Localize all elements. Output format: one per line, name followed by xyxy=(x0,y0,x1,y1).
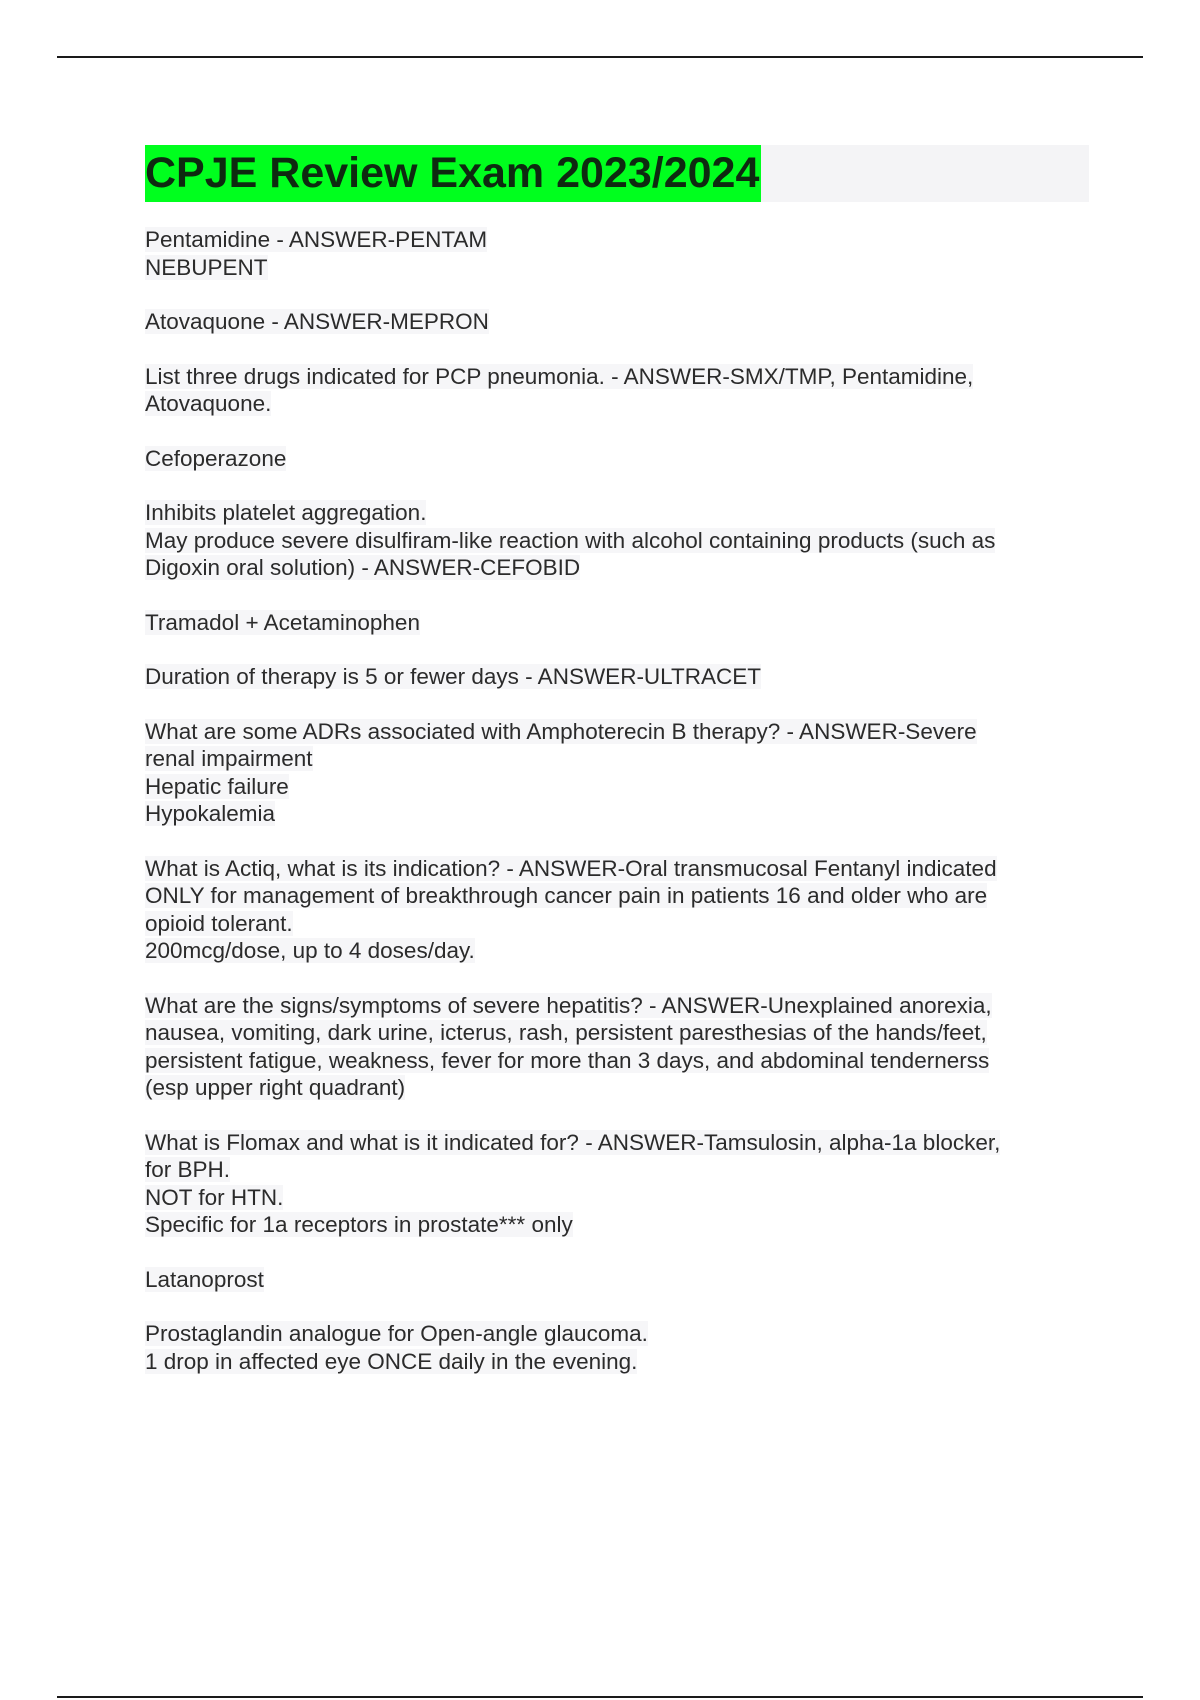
line-text: Pentamidine - ANSWER-PENTAM xyxy=(145,227,488,252)
line-text: (esp upper right quadrant) xyxy=(145,1075,406,1100)
line-text: What are the signs/symptoms of severe hepatitis? - ANSWER-Unexplained anorexia, xyxy=(145,992,992,1018)
qa-list xyxy=(145,226,1089,1375)
line-text: for BPH. xyxy=(145,1157,231,1182)
qa-block xyxy=(145,499,1089,582)
line-text: opioid tolerant. xyxy=(145,910,293,936)
text-line xyxy=(145,363,1089,391)
line-text: NEBUPENT xyxy=(145,254,268,280)
text-line xyxy=(145,1348,1089,1376)
text-line xyxy=(145,1019,1089,1047)
line-text: 200mcg/dose, up to 4 doses/day. xyxy=(145,938,475,963)
line-text: Hepatic failure xyxy=(145,773,289,799)
line-text: Duration of therapy is 5 or fewer days - ANSWER-ULTRACET xyxy=(145,664,762,689)
line-text: List three drugs indicated for PCP pneumonia. - ANSWER-SMX/TMP, Pentamidine, xyxy=(145,363,974,389)
text-line xyxy=(145,1156,1089,1184)
line-text: Hypokalemia xyxy=(145,801,276,826)
text-line xyxy=(145,554,1089,582)
line-text: Inhibits platelet aggregation. xyxy=(145,500,427,525)
qa-block xyxy=(145,363,1089,418)
text-line xyxy=(145,855,1089,883)
line-text: What is Actiq, what is its indication? - ANSWER-Oral transmucosal Fentanyl indicated xyxy=(145,855,997,881)
qa-block xyxy=(145,855,1089,965)
top-rule xyxy=(57,56,1143,58)
text-line xyxy=(145,745,1089,773)
document-body xyxy=(145,145,1089,1402)
text-line xyxy=(145,1266,1089,1294)
text-line xyxy=(145,663,1089,691)
text-line xyxy=(145,499,1089,527)
text-line xyxy=(145,800,1089,828)
line-text: What is Flomax and what is it indicated for? - ANSWER-Tamsulosin, alpha-1a blocker, xyxy=(145,1129,1001,1155)
line-text: Specific for 1a receptors in prostate*** only xyxy=(145,1212,573,1237)
qa-block xyxy=(145,663,1089,691)
line-text: What are some ADRs associated with Amphoterecin B therapy? - ANSWER-Severe xyxy=(145,718,977,744)
line-text: ONLY for management of breakthrough cancer pain in patients 16 and older who are xyxy=(145,883,988,908)
qa-block xyxy=(145,992,1089,1102)
text-line xyxy=(145,226,1089,254)
text-line xyxy=(145,1320,1089,1348)
text-line xyxy=(145,1211,1089,1239)
text-line xyxy=(145,390,1089,418)
text-line xyxy=(145,1129,1089,1157)
line-text: Atovaquone. xyxy=(145,391,272,416)
text-line xyxy=(145,1184,1089,1212)
text-line xyxy=(145,773,1089,801)
line-text: May produce severe disulfiram-like reaction with alcohol containing products (such as xyxy=(145,527,996,553)
text-line xyxy=(145,1074,1089,1102)
line-text: Atovaquone - ANSWER-MEPRON xyxy=(145,309,489,334)
text-line xyxy=(145,254,1089,282)
qa-block xyxy=(145,609,1089,637)
qa-block xyxy=(145,226,1089,281)
line-text: nausea, vomiting, dark urine, icterus, rash, persistent paresthesias of the hands/feet, xyxy=(145,1020,987,1045)
text-line xyxy=(145,937,1089,965)
line-text: Digoxin oral solution) - ANSWER-CEFOBID xyxy=(145,555,581,580)
qa-block xyxy=(145,1320,1089,1375)
text-line xyxy=(145,527,1089,555)
line-text: Latanoprost xyxy=(145,1266,264,1292)
text-line xyxy=(145,609,1089,637)
title-row xyxy=(145,145,1089,202)
line-text: Cefoperazone xyxy=(145,445,287,471)
line-text: Prostaglandin analogue for Open-angle glaucoma. xyxy=(145,1321,648,1346)
line-text: persistent fatigue, weakness, fever for more than 3 days, and abdominal tendernerss xyxy=(145,1047,990,1073)
text-line xyxy=(145,308,1089,336)
qa-block xyxy=(145,718,1089,828)
text-line xyxy=(145,1047,1089,1075)
line-text: renal impairment xyxy=(145,746,313,771)
document-title: CPJE Review Exam 2023/2024 xyxy=(145,145,761,202)
text-line xyxy=(145,718,1089,746)
text-line xyxy=(145,992,1089,1020)
line-text: NOT for HTN. xyxy=(145,1184,284,1210)
text-line xyxy=(145,882,1089,910)
line-text: 1 drop in affected eye ONCE daily in the evening. xyxy=(145,1348,638,1374)
line-text: Tramadol + Acetaminophen xyxy=(145,609,420,635)
text-line xyxy=(145,445,1089,473)
qa-block xyxy=(145,1266,1089,1294)
bottom-rule xyxy=(57,1696,1143,1698)
qa-block xyxy=(145,308,1089,336)
qa-block xyxy=(145,1129,1089,1239)
qa-block xyxy=(145,445,1089,473)
text-line xyxy=(145,910,1089,938)
